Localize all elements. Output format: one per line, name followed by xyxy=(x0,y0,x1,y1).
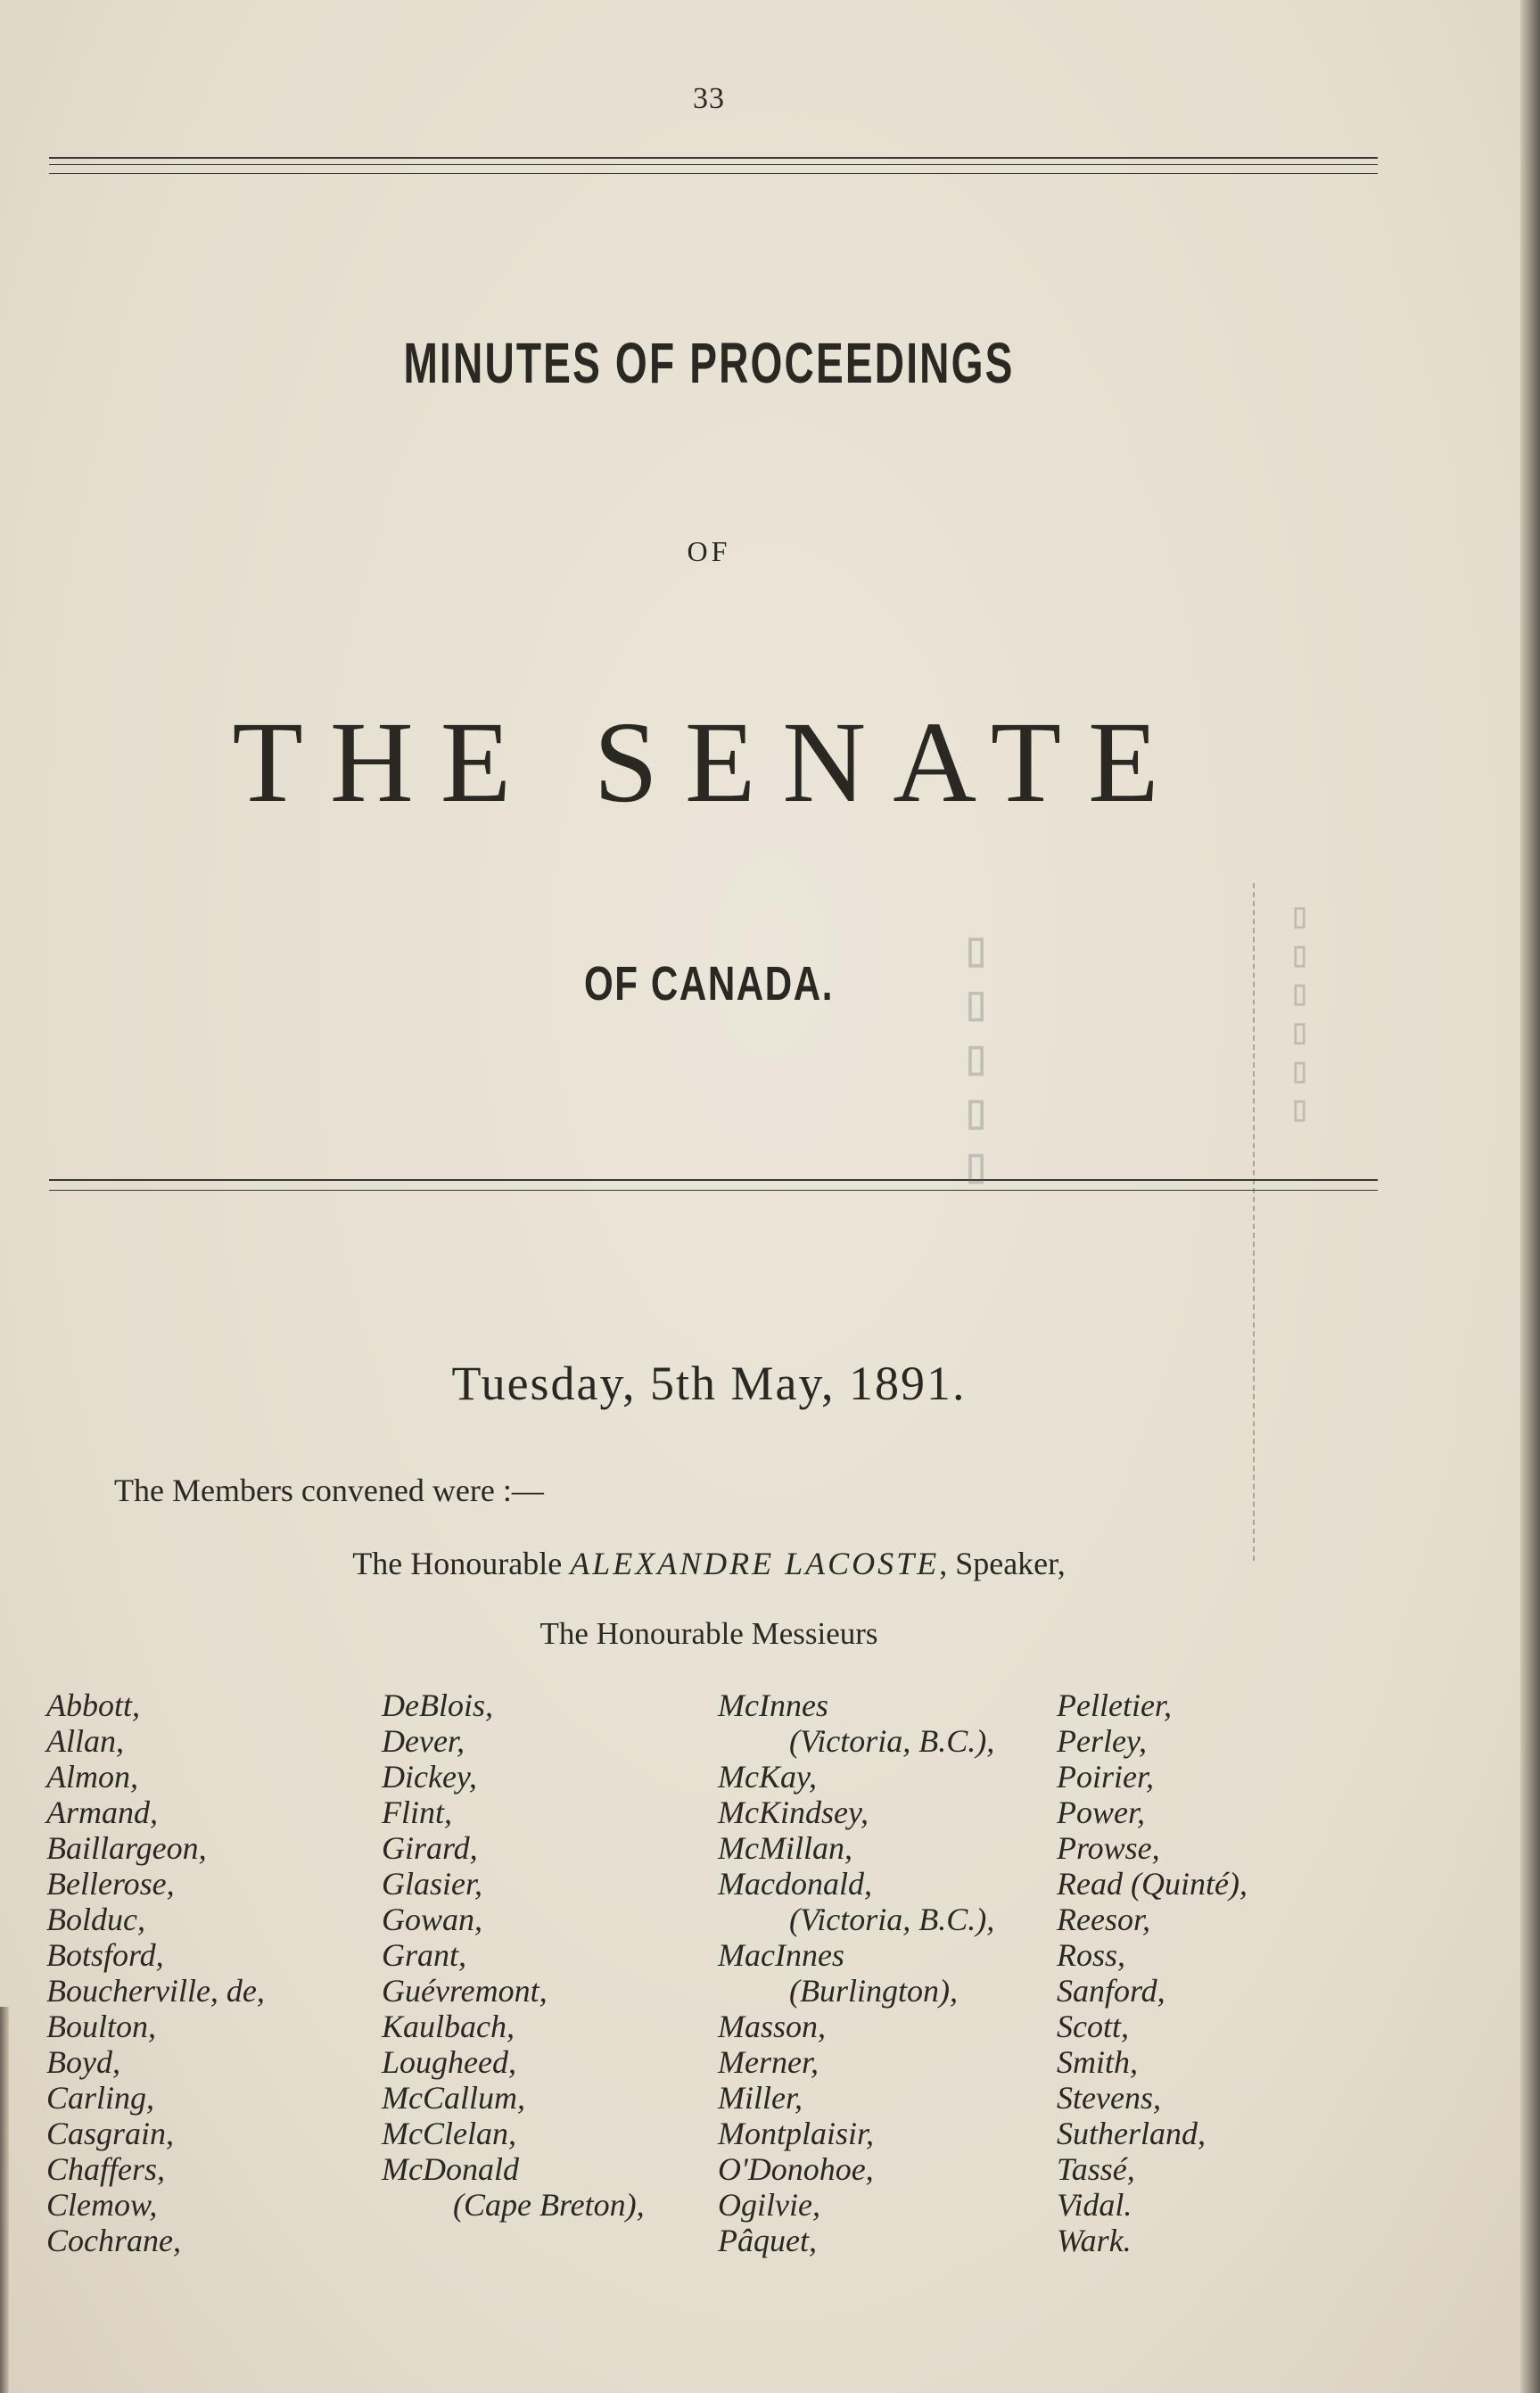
member-constituency: (Victoria, B.C.), xyxy=(789,1902,995,1937)
member-name: Ogilvie, xyxy=(718,2187,820,2223)
member-name: Casgrain, xyxy=(46,2116,175,2151)
member-name: Almon, xyxy=(46,1759,138,1795)
member-name: Power, xyxy=(1057,1795,1145,1830)
member-name: McKay, xyxy=(718,1759,817,1795)
member-name: MacInnes xyxy=(718,1937,844,1973)
member-name: Perley, xyxy=(1057,1723,1147,1759)
member-name: McCallum, xyxy=(382,2080,525,2116)
binding-shadow xyxy=(0,2007,9,2393)
member-name: Montplaisir, xyxy=(718,2116,875,2151)
member-name: Merner, xyxy=(718,2044,819,2080)
member-name: Macdonald, xyxy=(718,1866,872,1902)
member-name: Allan, xyxy=(46,1723,124,1759)
heading-of-canada: OF CANADA. xyxy=(583,957,834,1011)
member-name: McClelan, xyxy=(382,2116,516,2151)
member-name: Lougheed, xyxy=(382,2044,516,2080)
speaker-name: ALEXANDRE LACOSTE xyxy=(570,1546,940,1581)
top-rule-thin xyxy=(49,164,1378,165)
member-name: Gowan, xyxy=(382,1902,483,1937)
middle-rule-thin xyxy=(49,1190,1378,1191)
member-name: Smith, xyxy=(1057,2044,1139,2080)
top-rule-thin-2 xyxy=(49,173,1378,174)
member-name: Glasier, xyxy=(382,1866,483,1902)
member-name: Tassé, xyxy=(1057,2151,1135,2187)
member-constituency: (Victoria, B.C.), xyxy=(789,1723,995,1759)
member-name: Boucherville, de, xyxy=(46,1973,265,2009)
member-name: Clemow, xyxy=(46,2187,158,2223)
member-name: Bellerose, xyxy=(46,1866,175,1902)
member-name: Stevens, xyxy=(1057,2080,1161,2116)
member-name: McInnes xyxy=(718,1687,828,1723)
heading-of: OF xyxy=(687,535,731,567)
member-name: Miller, xyxy=(718,2080,803,2116)
member-constituency: (Burlington), xyxy=(789,1973,958,2009)
members-column-3 xyxy=(718,1687,994,2258)
library-stamp-mark: ▯ ▯ ▯ ▯ ▯ xyxy=(955,928,997,1188)
members-convened-text: The Members convened were :— xyxy=(114,1473,544,1508)
heading-the-senate: THE SENATE xyxy=(232,698,1186,827)
stamp-dashed-border xyxy=(1253,883,1255,1561)
member-name: Dickey, xyxy=(382,1759,477,1795)
member-name: Poirier, xyxy=(1057,1759,1155,1795)
member-name: Boulton, xyxy=(46,2009,156,2044)
messieurs-heading: The Honourable Messieurs xyxy=(539,1616,878,1651)
member-name: Sutherland, xyxy=(1057,2116,1206,2151)
member-name: Wark. xyxy=(1057,2223,1132,2258)
speaker-prefix: The Honourable xyxy=(352,1546,563,1581)
member-name: McDonald xyxy=(382,2151,519,2187)
member-name: Guévremont, xyxy=(382,1973,548,2009)
page-edge-shadow xyxy=(1520,0,1540,2393)
members-column-1 xyxy=(46,1687,265,2258)
member-constituency: (Cape Breton), xyxy=(453,2187,645,2223)
member-name: McKindsey, xyxy=(718,1795,869,1830)
speaker-suffix: , Speaker, xyxy=(939,1546,1066,1581)
member-name: Read (Quinté), xyxy=(1057,1866,1248,1902)
member-name: Abbott, xyxy=(46,1687,140,1723)
member-name: Kaulbach, xyxy=(382,2009,515,2044)
member-name: Pelletier, xyxy=(1057,1687,1172,1723)
sitting-date: Tuesday, 5th May, 1891. xyxy=(451,1357,967,1410)
member-name: McMillan, xyxy=(718,1830,852,1866)
member-name: Vidal. xyxy=(1057,2187,1132,2223)
member-name: DeBlois, xyxy=(382,1687,493,1723)
member-name: Dever, xyxy=(382,1723,465,1759)
member-name: Girard, xyxy=(382,1830,478,1866)
top-rule xyxy=(49,157,1378,159)
member-name: Grant, xyxy=(382,1937,467,1973)
member-name: Cochrane, xyxy=(46,2223,181,2258)
member-name: Botsford, xyxy=(46,1937,164,1973)
member-name: Carling, xyxy=(46,2080,155,2116)
member-name: Boyd, xyxy=(46,2044,120,2080)
page-number: 33 xyxy=(693,82,725,115)
speaker-line xyxy=(0,1545,1418,1582)
member-name: Chaffers, xyxy=(46,2151,166,2187)
member-name: Prowse, xyxy=(1057,1830,1160,1866)
member-name: O'Donohoe, xyxy=(718,2151,874,2187)
member-name: Reesor, xyxy=(1057,1902,1150,1937)
library-stamp-mark-2: ▯ ▯ ▯ ▯ ▯ ▯ xyxy=(1285,901,1314,1126)
member-name: Bolduc, xyxy=(46,1902,145,1937)
member-name: Scott, xyxy=(1057,2009,1129,2044)
members-column-4 xyxy=(1057,1687,1248,2258)
member-name: Masson, xyxy=(718,2009,827,2044)
member-name: Pâquet, xyxy=(718,2223,817,2258)
member-name: Flint, xyxy=(382,1795,452,1830)
member-name: Baillargeon, xyxy=(46,1830,207,1866)
middle-rule xyxy=(49,1179,1378,1181)
heading-minutes-of-proceedings: MINUTES OF PROCEEDINGS xyxy=(403,331,1015,395)
member-name: Armand, xyxy=(46,1795,158,1830)
member-name: Ross, xyxy=(1057,1937,1126,1973)
member-name: Sanford, xyxy=(1057,1973,1165,2009)
members-column-2 xyxy=(382,1687,645,2223)
